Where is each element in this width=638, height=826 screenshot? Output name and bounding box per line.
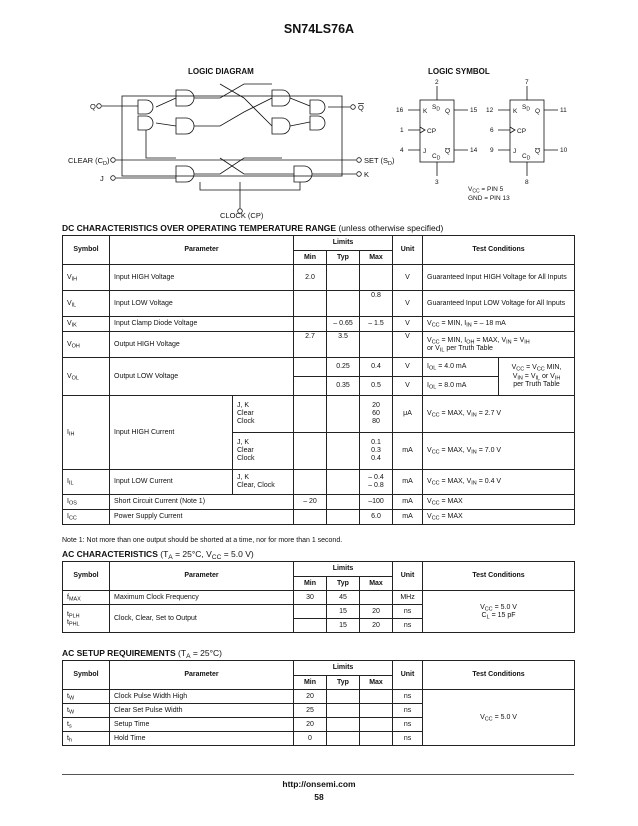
pins-cell: J, K Clear Clock bbox=[233, 396, 294, 433]
col-test-conditions: Test Conditions bbox=[423, 562, 575, 591]
pins-cell: J, K Clear, Clock bbox=[233, 470, 294, 495]
ff2-k-label: K bbox=[513, 108, 518, 115]
min-cell: 2.0 bbox=[294, 265, 327, 291]
typ-cell: 3.5 bbox=[327, 332, 360, 358]
ff1-k-pin: 16 bbox=[396, 107, 404, 114]
test-cell: Guaranteed Input LOW Voltage for All Inputs bbox=[423, 291, 575, 317]
col-max: Max bbox=[360, 251, 393, 265]
page-title: SN74LS76A bbox=[283, 22, 355, 36]
table-row bbox=[63, 470, 575, 495]
parameter-cell: Output HIGH Voltage bbox=[110, 332, 294, 358]
parameter-cell: Input Clamp Diode Voltage bbox=[110, 317, 294, 332]
symbol-cell: $t_h$ bbox=[63, 732, 110, 746]
col-test-conditions: Test Conditions bbox=[423, 661, 575, 690]
col-parameter: Parameter bbox=[110, 236, 294, 265]
table-row bbox=[63, 396, 575, 433]
dc-section-title: DC CHARACTERISTICS OVER OPERATING TEMPERATURE RANGE (unless otherwise specified) bbox=[62, 223, 444, 233]
unit-cell: V bbox=[393, 265, 423, 291]
col-max: Max bbox=[360, 577, 393, 591]
test-cell: $V_{CC}$ = MIN, $I_{OH}$ = MAX, $V_{IN} = V_{IH}$ or $V_{IL}$ per Truth Table bbox=[423, 332, 575, 358]
parameter-cell: Clear Set Pulse Width bbox=[110, 704, 294, 718]
symbol-cell: $I_{CC}$ bbox=[63, 510, 110, 525]
unit-cell: mA bbox=[393, 470, 423, 495]
table-row bbox=[63, 690, 575, 704]
setup-section-title: AC SETUP REQUIREMENTS $(T_A = 25^\circ C)$ bbox=[62, 648, 223, 660]
col-parameter: Parameter bbox=[110, 661, 294, 690]
vcc-pin-note: $V_{CC}$ = PIN 5 bbox=[468, 186, 504, 195]
ff1-qbar-label: Q bbox=[445, 148, 451, 155]
dc-note: Note 1: Not more than one output should be shorted at a time, nor for more than 1 second. bbox=[62, 537, 343, 544]
unit-cell: mA bbox=[393, 495, 423, 510]
col-limits: Limits bbox=[294, 236, 393, 251]
ff1-cd-pin: 3 bbox=[435, 179, 439, 186]
logic-diagram bbox=[60, 78, 395, 220]
footer-divider bbox=[62, 774, 574, 775]
test-cell: $V_{CC}$ = MIN, $I_{IN}$ = – 18 mA bbox=[423, 317, 575, 332]
parameter-cell: Input HIGH Current bbox=[110, 396, 233, 470]
ff2-cd-pin: 8 bbox=[525, 179, 529, 186]
ff1-sd-label: $S_D$ bbox=[432, 104, 440, 113]
q-output-label: Q bbox=[90, 102, 96, 111]
test-cell: $V_{CC}$ = MAX bbox=[423, 495, 575, 510]
unit-cell: V bbox=[393, 358, 423, 377]
pins-cell: J, K Clear Clock bbox=[233, 433, 294, 470]
q-bar-output-label: Q bbox=[358, 103, 364, 112]
col-typ: Typ bbox=[327, 251, 360, 265]
symbol-cell: $t_{PLH}$ $t_{PHL}$ bbox=[63, 605, 110, 633]
unit-cell: ns bbox=[393, 718, 423, 732]
unit-cell: ns bbox=[393, 619, 423, 633]
symbol-cell: $I_{IH}$ bbox=[63, 396, 110, 470]
ff2-cp-label: CP bbox=[517, 128, 527, 135]
symbol-cell: $t_W$ bbox=[63, 690, 110, 704]
max-cell: 0.8 bbox=[360, 291, 393, 317]
min-cell: 20 bbox=[294, 718, 327, 732]
table-row bbox=[63, 291, 575, 317]
ac-section-title: AC CHARACTERISTICS ($T_A = 25^\circ C$, $V_{CC} = 5.0$ V) bbox=[62, 549, 254, 561]
col-unit: Unit bbox=[393, 562, 423, 591]
max-cell: – 0.4 – 0.8 bbox=[360, 470, 393, 495]
col-unit: Unit bbox=[393, 236, 423, 265]
unit-cell: V bbox=[393, 291, 423, 317]
table-row bbox=[63, 317, 575, 332]
ff2-q-label: Q bbox=[535, 108, 541, 115]
test-cell: $V_{CC}$ = MAX, $V_{IN} = 2.7$ V bbox=[423, 396, 575, 433]
table-row bbox=[63, 510, 575, 525]
parameter-cell: Power Supply Current bbox=[110, 510, 294, 525]
symbol-cell: $t_W$ bbox=[63, 704, 110, 718]
k-input-label: K bbox=[364, 170, 370, 179]
col-max: Max bbox=[360, 676, 393, 690]
typ-cell: 15 bbox=[327, 605, 360, 619]
unit-cell: mA bbox=[393, 433, 423, 470]
unit-cell: mA bbox=[393, 510, 423, 525]
ff2-qbar-label: Q bbox=[535, 148, 541, 155]
min-cell: 20 bbox=[294, 690, 327, 704]
typ-cell: 0.25 bbox=[327, 358, 360, 377]
ac-characteristics-table bbox=[62, 561, 575, 633]
test-cell: $V_{CC}$ = MAX, $V_{IN} = 0.4$ V bbox=[423, 470, 575, 495]
parameter-cell: Clock Pulse Width High bbox=[110, 690, 294, 704]
ff2-cd-label: $C_D$ bbox=[522, 153, 531, 162]
table-row bbox=[63, 591, 575, 605]
ff2-q-pin: 11 bbox=[560, 107, 567, 114]
parameter-cell: Input LOW Voltage bbox=[110, 291, 294, 317]
logic-diagram-title: LOGIC DIAGRAM bbox=[188, 67, 254, 76]
col-unit: Unit bbox=[393, 661, 423, 690]
logic-symbol bbox=[390, 78, 580, 208]
symbol-cell: $I_{OS}$ bbox=[63, 495, 110, 510]
symbol-cell: $f_{MAX}$ bbox=[63, 591, 110, 605]
col-min: Min bbox=[294, 577, 327, 591]
table-row bbox=[63, 265, 575, 291]
ff1-k-label: K bbox=[423, 108, 428, 115]
symbol-cell: $V_{OL}$ bbox=[63, 358, 110, 396]
parameter-cell: Short Circuit Current (Note 1) bbox=[110, 495, 294, 510]
min-cell: 0 bbox=[294, 732, 327, 746]
dc-characteristics-table bbox=[62, 235, 575, 525]
parameter-cell: Setup Time bbox=[110, 718, 294, 732]
j-input-label: J bbox=[100, 174, 104, 183]
col-typ: Typ bbox=[327, 676, 360, 690]
max-cell: – 1.5 bbox=[360, 317, 393, 332]
max-cell: 0.4 bbox=[360, 358, 393, 377]
symbol-cell: $I_{IL}$ bbox=[63, 470, 110, 495]
table-row bbox=[63, 332, 575, 358]
parameter-cell: Clock, Clear, Set to Output bbox=[110, 605, 294, 633]
col-limits: Limits bbox=[294, 562, 393, 577]
ff2-j-pin: 9 bbox=[490, 147, 494, 154]
ff1-qbar-pin: 14 bbox=[470, 147, 478, 154]
unit-cell: ns bbox=[393, 732, 423, 746]
footer-url: http://onsemi.com bbox=[282, 779, 356, 789]
symbol-cell: $V_{OH}$ bbox=[63, 332, 110, 358]
unit-cell: ns bbox=[393, 690, 423, 704]
gnd-pin-note: GND = PIN 13 bbox=[468, 195, 510, 202]
test-cell: $I_{OL} = 8.0$ mA bbox=[423, 377, 499, 396]
test-cell: $V_{CC}$ = MAX bbox=[423, 510, 575, 525]
ff2-cp-pin: 6 bbox=[490, 127, 494, 134]
min-cell: – 20 bbox=[294, 495, 327, 510]
table-row bbox=[63, 495, 575, 510]
col-typ: Typ bbox=[327, 577, 360, 591]
unit-cell: V bbox=[393, 332, 423, 358]
logic-symbol-title: LOGIC SYMBOL bbox=[428, 67, 490, 76]
symbol-cell: $V_{IK}$ bbox=[63, 317, 110, 332]
max-cell: –100 bbox=[360, 495, 393, 510]
col-test-conditions: Test Conditions bbox=[423, 236, 575, 265]
symbol-cell: $V_{IL}$ bbox=[63, 291, 110, 317]
max-cell: 0.1 0.3 0.4 bbox=[360, 433, 393, 470]
test-cell: Guaranteed Input HIGH Voltage for All Inputs bbox=[423, 265, 575, 291]
col-symbol: Symbol bbox=[63, 562, 110, 591]
ff2-sd-label: $S_D$ bbox=[522, 104, 530, 113]
clock-input-label: CLOCK (CP) bbox=[220, 211, 264, 220]
col-symbol: Symbol bbox=[63, 661, 110, 690]
ff1-cp-pin: 1 bbox=[400, 127, 404, 134]
parameter-cell: Hold Time bbox=[110, 732, 294, 746]
max-cell: 20 60 80 bbox=[360, 396, 393, 433]
col-min: Min bbox=[294, 676, 327, 690]
ac-test-cell: $V_{CC} = 5.0$ V $C_L = 15$ pF bbox=[423, 591, 575, 633]
typ-cell: 45 bbox=[327, 591, 360, 605]
min-cell: 30 bbox=[294, 591, 327, 605]
unit-cell: V bbox=[393, 377, 423, 396]
symbol-cell: $V_{IH}$ bbox=[63, 265, 110, 291]
max-cell: 20 bbox=[360, 619, 393, 633]
unit-cell: MHz bbox=[393, 591, 423, 605]
ff1-q-label: Q bbox=[445, 108, 451, 115]
max-cell: 0.5 bbox=[360, 377, 393, 396]
set-input-label: SET $(S_D)$ bbox=[364, 156, 395, 167]
min-cell: 2.7 bbox=[294, 332, 327, 358]
unit-cell: ns bbox=[393, 704, 423, 718]
max-cell: 6.0 bbox=[360, 510, 393, 525]
unit-cell: ns bbox=[393, 605, 423, 619]
col-limits: Limits bbox=[294, 661, 393, 676]
ff1-cp-label: CP bbox=[427, 128, 437, 135]
col-symbol: Symbol bbox=[63, 236, 110, 265]
ff2-qbar-pin: 10 bbox=[560, 147, 568, 154]
page-number: 58 bbox=[314, 792, 324, 802]
typ-cell: 15 bbox=[327, 619, 360, 633]
parameter-cell: Output LOW Voltage bbox=[110, 358, 294, 396]
parameter-cell: Input HIGH Voltage bbox=[110, 265, 294, 291]
unit-cell: μA bbox=[393, 396, 423, 433]
ff1-q-pin: 15 bbox=[470, 107, 478, 114]
setup-test-cell: $V_{CC} = 5.0$ V bbox=[423, 690, 575, 746]
test-cell: $I_{OL} = 4.0$ mA bbox=[423, 358, 499, 377]
test-cell: $V_{CC}$ = MAX, $V_{IN} = 7.0$ V bbox=[423, 433, 575, 470]
ff1-sd-pin: 2 bbox=[435, 79, 439, 86]
table-row bbox=[63, 358, 575, 377]
parameter-cell: Input LOW Current bbox=[110, 470, 233, 495]
parameter-cell: Maximum Clock Frequency bbox=[110, 591, 294, 605]
col-parameter: Parameter bbox=[110, 562, 294, 591]
typ-cell: 0.35 bbox=[327, 377, 360, 396]
ff2-sd-pin: 7 bbox=[525, 79, 529, 86]
vol-test-side-cell: $V_{CC} = V_{CC}$ MIN, $V_{IN} = V_{IL}$ or $V_{IH}$ per Truth Table bbox=[499, 358, 575, 396]
ff2-k-pin: 12 bbox=[486, 107, 494, 114]
ff1-j-pin: 4 bbox=[400, 147, 404, 154]
ff2-j-label: J bbox=[513, 148, 517, 155]
symbol-cell: $t_s$ bbox=[63, 718, 110, 732]
clear-input-label: CLEAR $(C_D)$ bbox=[68, 156, 110, 167]
typ-cell: – 0.65 bbox=[327, 317, 360, 332]
unit-cell: V bbox=[393, 317, 423, 332]
max-cell: 20 bbox=[360, 605, 393, 619]
min-cell: 25 bbox=[294, 704, 327, 718]
ac-setup-table bbox=[62, 660, 575, 746]
col-min: Min bbox=[294, 251, 327, 265]
ff1-j-label: J bbox=[423, 148, 427, 155]
ff1-cd-label: $C_D$ bbox=[432, 153, 441, 162]
